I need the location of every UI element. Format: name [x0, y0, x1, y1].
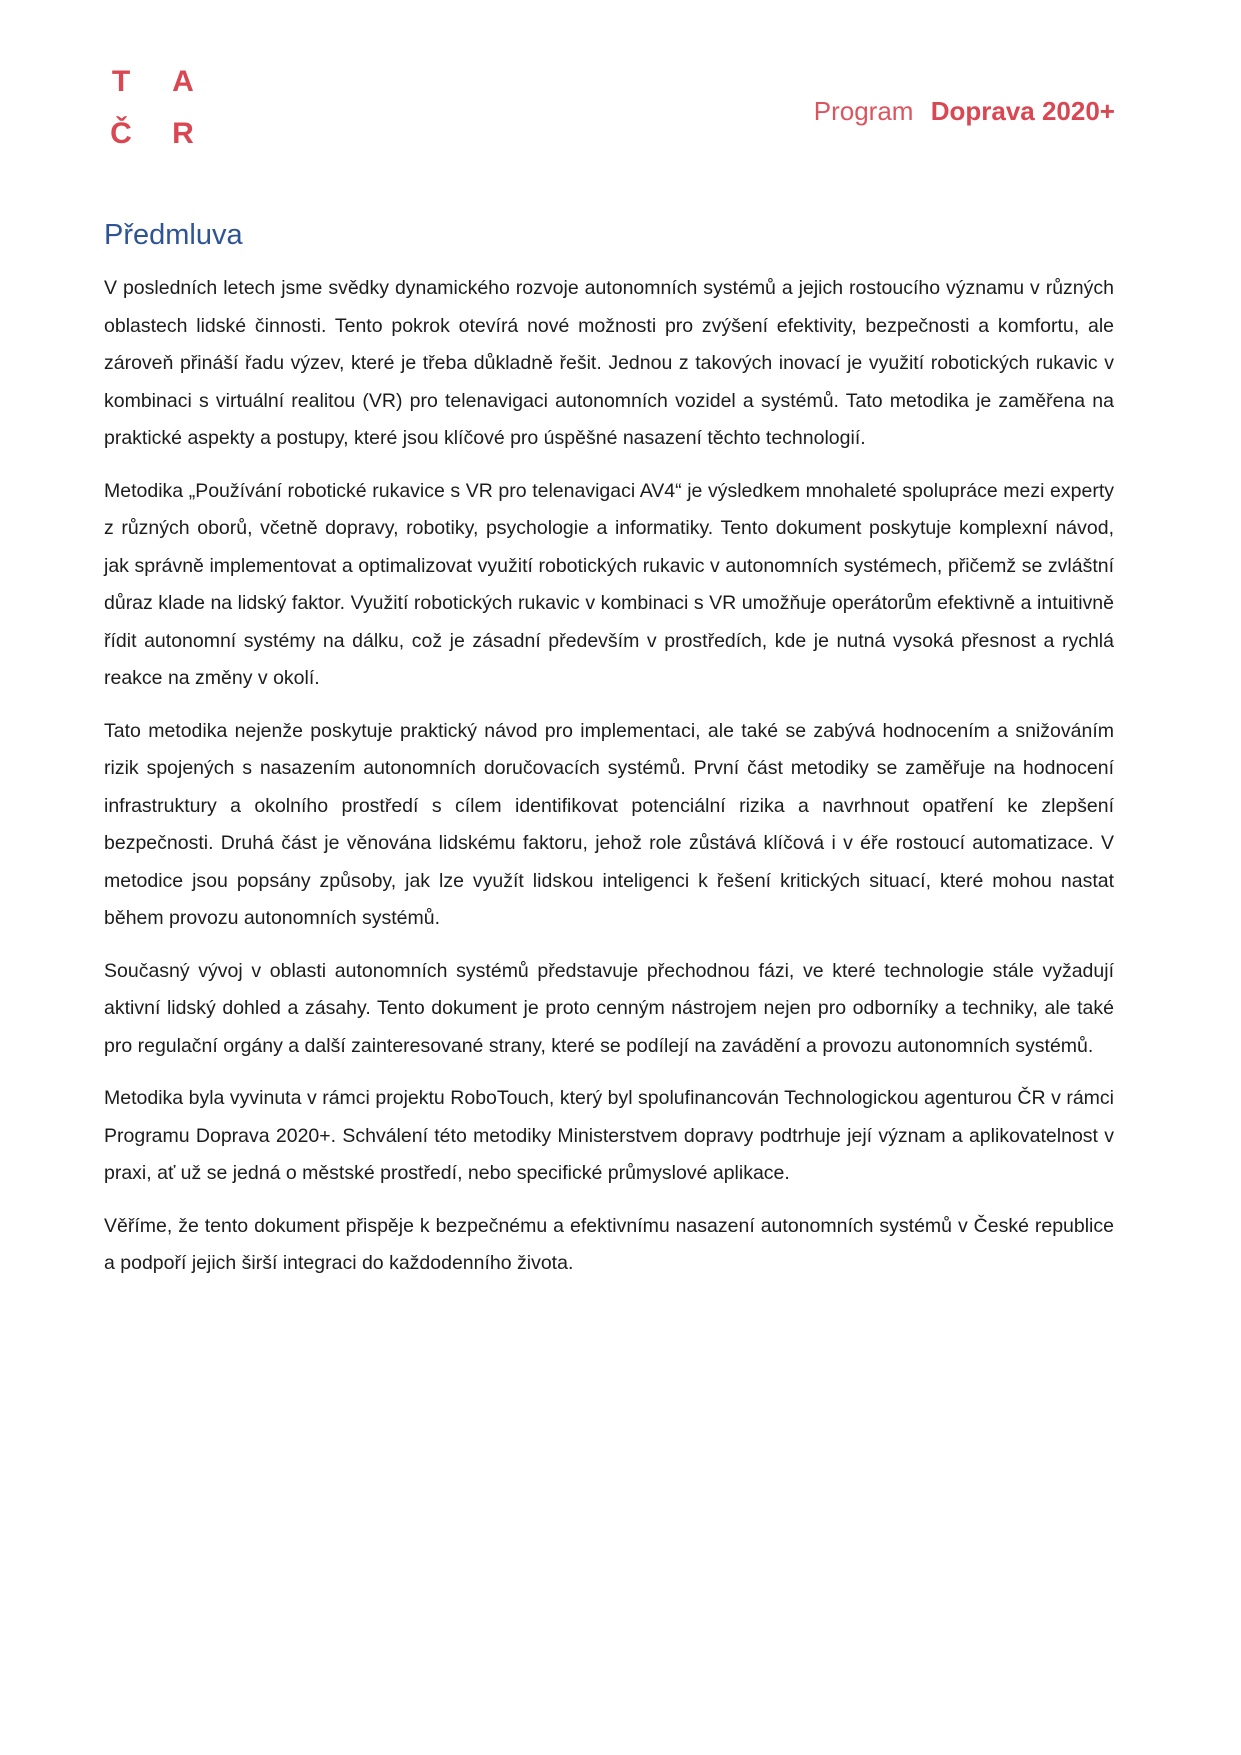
preface-paragraph: Metodika „Používání robotické rukavice s VR pro telenavigaci AV4“ je výsledkem mnohaleté spolupráce mezi experty z různých oborů, včetně dopravy, robotiky, psychologie a informatiky. Tento dokument poskytuje komplexní návod, jak správně implementovat a optimalizovat využití robotických rukavic v autonomních systémech, přičemž se zvláštní důraz klade na lidský faktor. Využití robotických rukavic v kombinaci s VR umožňuje operátorům efektivně a intuitivně řídit autonomní systémy na dálku, což je zásadní především v prostředích, kde je nutná vysoká přesnost a rychlá reakce na změny v okolí.	[104, 479, 1114, 689]
program-name: Doprava 2020+	[930, 96, 1115, 126]
tacr-logo	[99, 56, 205, 160]
tacr-logo-letter: Č	[110, 117, 132, 150]
program-label: Program	[813, 96, 914, 126]
preface-paragraph: Tato metodika nejenže poskytuje praktický návod pro implementaci, ale také se zabývá hodnocením a snižováním rizik spojených s nasazením autonomních doručovacích systémů. První část metodiky se zaměřuje na hodnocení infrastruktury a okolního prostředí s cílem identifikovat potenciální rizika a navrhnout opatření ke zlepšení bezpečnosti. Druhá část je věnována lidskému faktoru, jehož role zůstává klíčová i v éře rostoucí automatizace. V metodice jsou popsány způsoby, jak lze využít lidskou inteligenci k řešení kritických situací, které mohou nastat během provozu autonomních systémů.	[104, 719, 1114, 929]
preface-paragraph: Věříme, že tento dokument přispěje k bezpečnému a efektivnímu nasazení autonomních systémů v České republice a podpoří jejich širší integraci do každodenního života.	[104, 1214, 1114, 1274]
preface-paragraph: V posledních letech jsme svědky dynamického rozvoje autonomních systémů a jejich rostoucího významu v různých oblastech lidské činnosti. Tento pokrok otevírá nové možnosti pro zvýšení efektivity, bezpečnosti a komfortu, ale zároveň přináší řadu výzev, které je třeba důkladně řešit. Jednou z takových inovací je využití robotických rukavic v kombinaci s virtuální realitou (VR) pro telenavigaci autonomních vozidel a systémů. Tato metodika je zaměřena na praktické aspekty a postupy, které jsou klíčové pro úspěšné nasazení těchto technologií.	[104, 277, 1114, 449]
tacr-logo-letter: T	[111, 65, 131, 98]
document-content	[104, 216, 1114, 1298]
tacr-logo-letter: R	[172, 117, 194, 150]
preface-paragraph: Současný vývoj v oblasti autonomních systémů představuje přechodnou fázi, ve které technologie stále vyžadují aktivní lidský dohled a zásahy. Tento dokument je proto cenným nástrojem nejen pro odborníky a techniky, ale také pro regulační orgány a další zainteresované strany, které se podílejí na zavádění a provozu autonomních systémů.	[104, 959, 1114, 1057]
preface-paragraph: Metodika byla vyvinuta v rámci projektu RoboTouch, který byl spolufinancován Technologickou agenturou ČR v rámci Programu Doprava 2020+. Schválení této metodiky Ministerstvem dopravy podtrhuje její význam a aplikovatelnost v praxi, ať už se jedná o městské prostředí, nebo specifické průmyslové aplikace.	[104, 1087, 1114, 1184]
tacr-logo-letter: A	[172, 65, 194, 98]
program-title	[814, 96, 1115, 127]
section-heading: Předmluva	[104, 219, 243, 251]
